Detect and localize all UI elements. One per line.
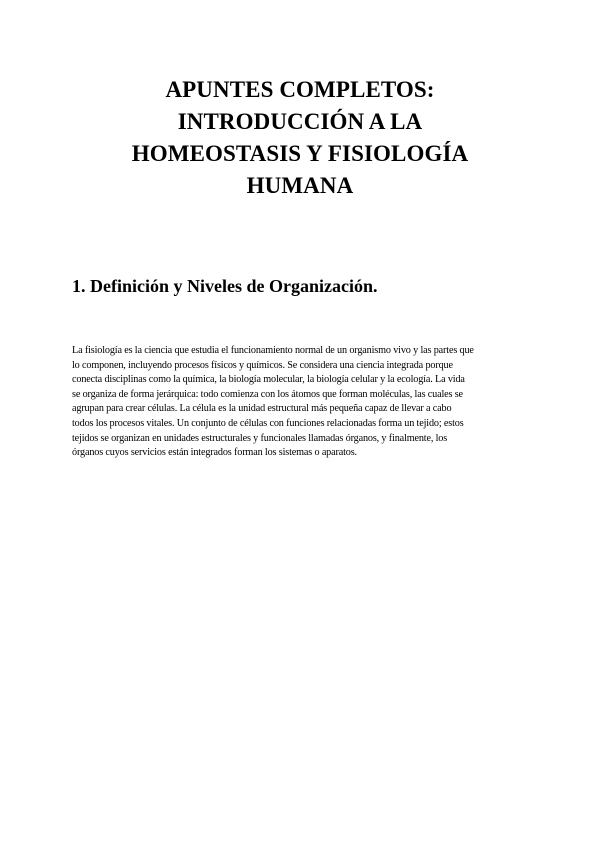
paragraph-line: lo componen, incluyendo procesos físicos y químicos. Se considera una ciencia integrada porque xyxy=(72,359,453,371)
paragraph-line: agrupan para crear células. La célula es la unidad estructural más pequeña capaz de llevar a cabo xyxy=(72,403,452,415)
title-line-2: INTRODUCCIÓN A LA xyxy=(177,109,423,134)
title-line-4: HUMANA xyxy=(246,173,354,198)
title-line-1: APUNTES COMPLETOS: xyxy=(165,77,435,102)
paragraph-line: tejidos se organizan en unidades estructurales y funcionales llamadas órganos, y finalmente, los xyxy=(72,432,448,444)
document-title xyxy=(100,74,500,202)
title-line-3: HOMEOSTASIS Y FISIOLOGÍA xyxy=(131,141,469,166)
section-heading: 1. Definición y Niveles de Organización. xyxy=(72,276,378,296)
paragraph-line: se organiza de forma jerárquica: todo comienza con los átomos que forman moléculas, las cuales se xyxy=(72,388,463,400)
paragraph-line: órganos cuyos servicios están integrados forman los sistemas o aparatos. xyxy=(72,447,357,459)
paragraph-line: conecta disciplinas como la química, la biología molecular, la biología celular y la ecología. La vida xyxy=(72,374,465,386)
paragraph-line: todos los procesos vitales. Un conjunto de células con funciones relacionadas forma un tejido; estos xyxy=(72,417,464,429)
paragraph-line: La fisiología es la ciencia que estudia el funcionamiento normal de un organismo vivo y las partes que xyxy=(72,345,474,356)
section-paragraph xyxy=(72,344,530,461)
